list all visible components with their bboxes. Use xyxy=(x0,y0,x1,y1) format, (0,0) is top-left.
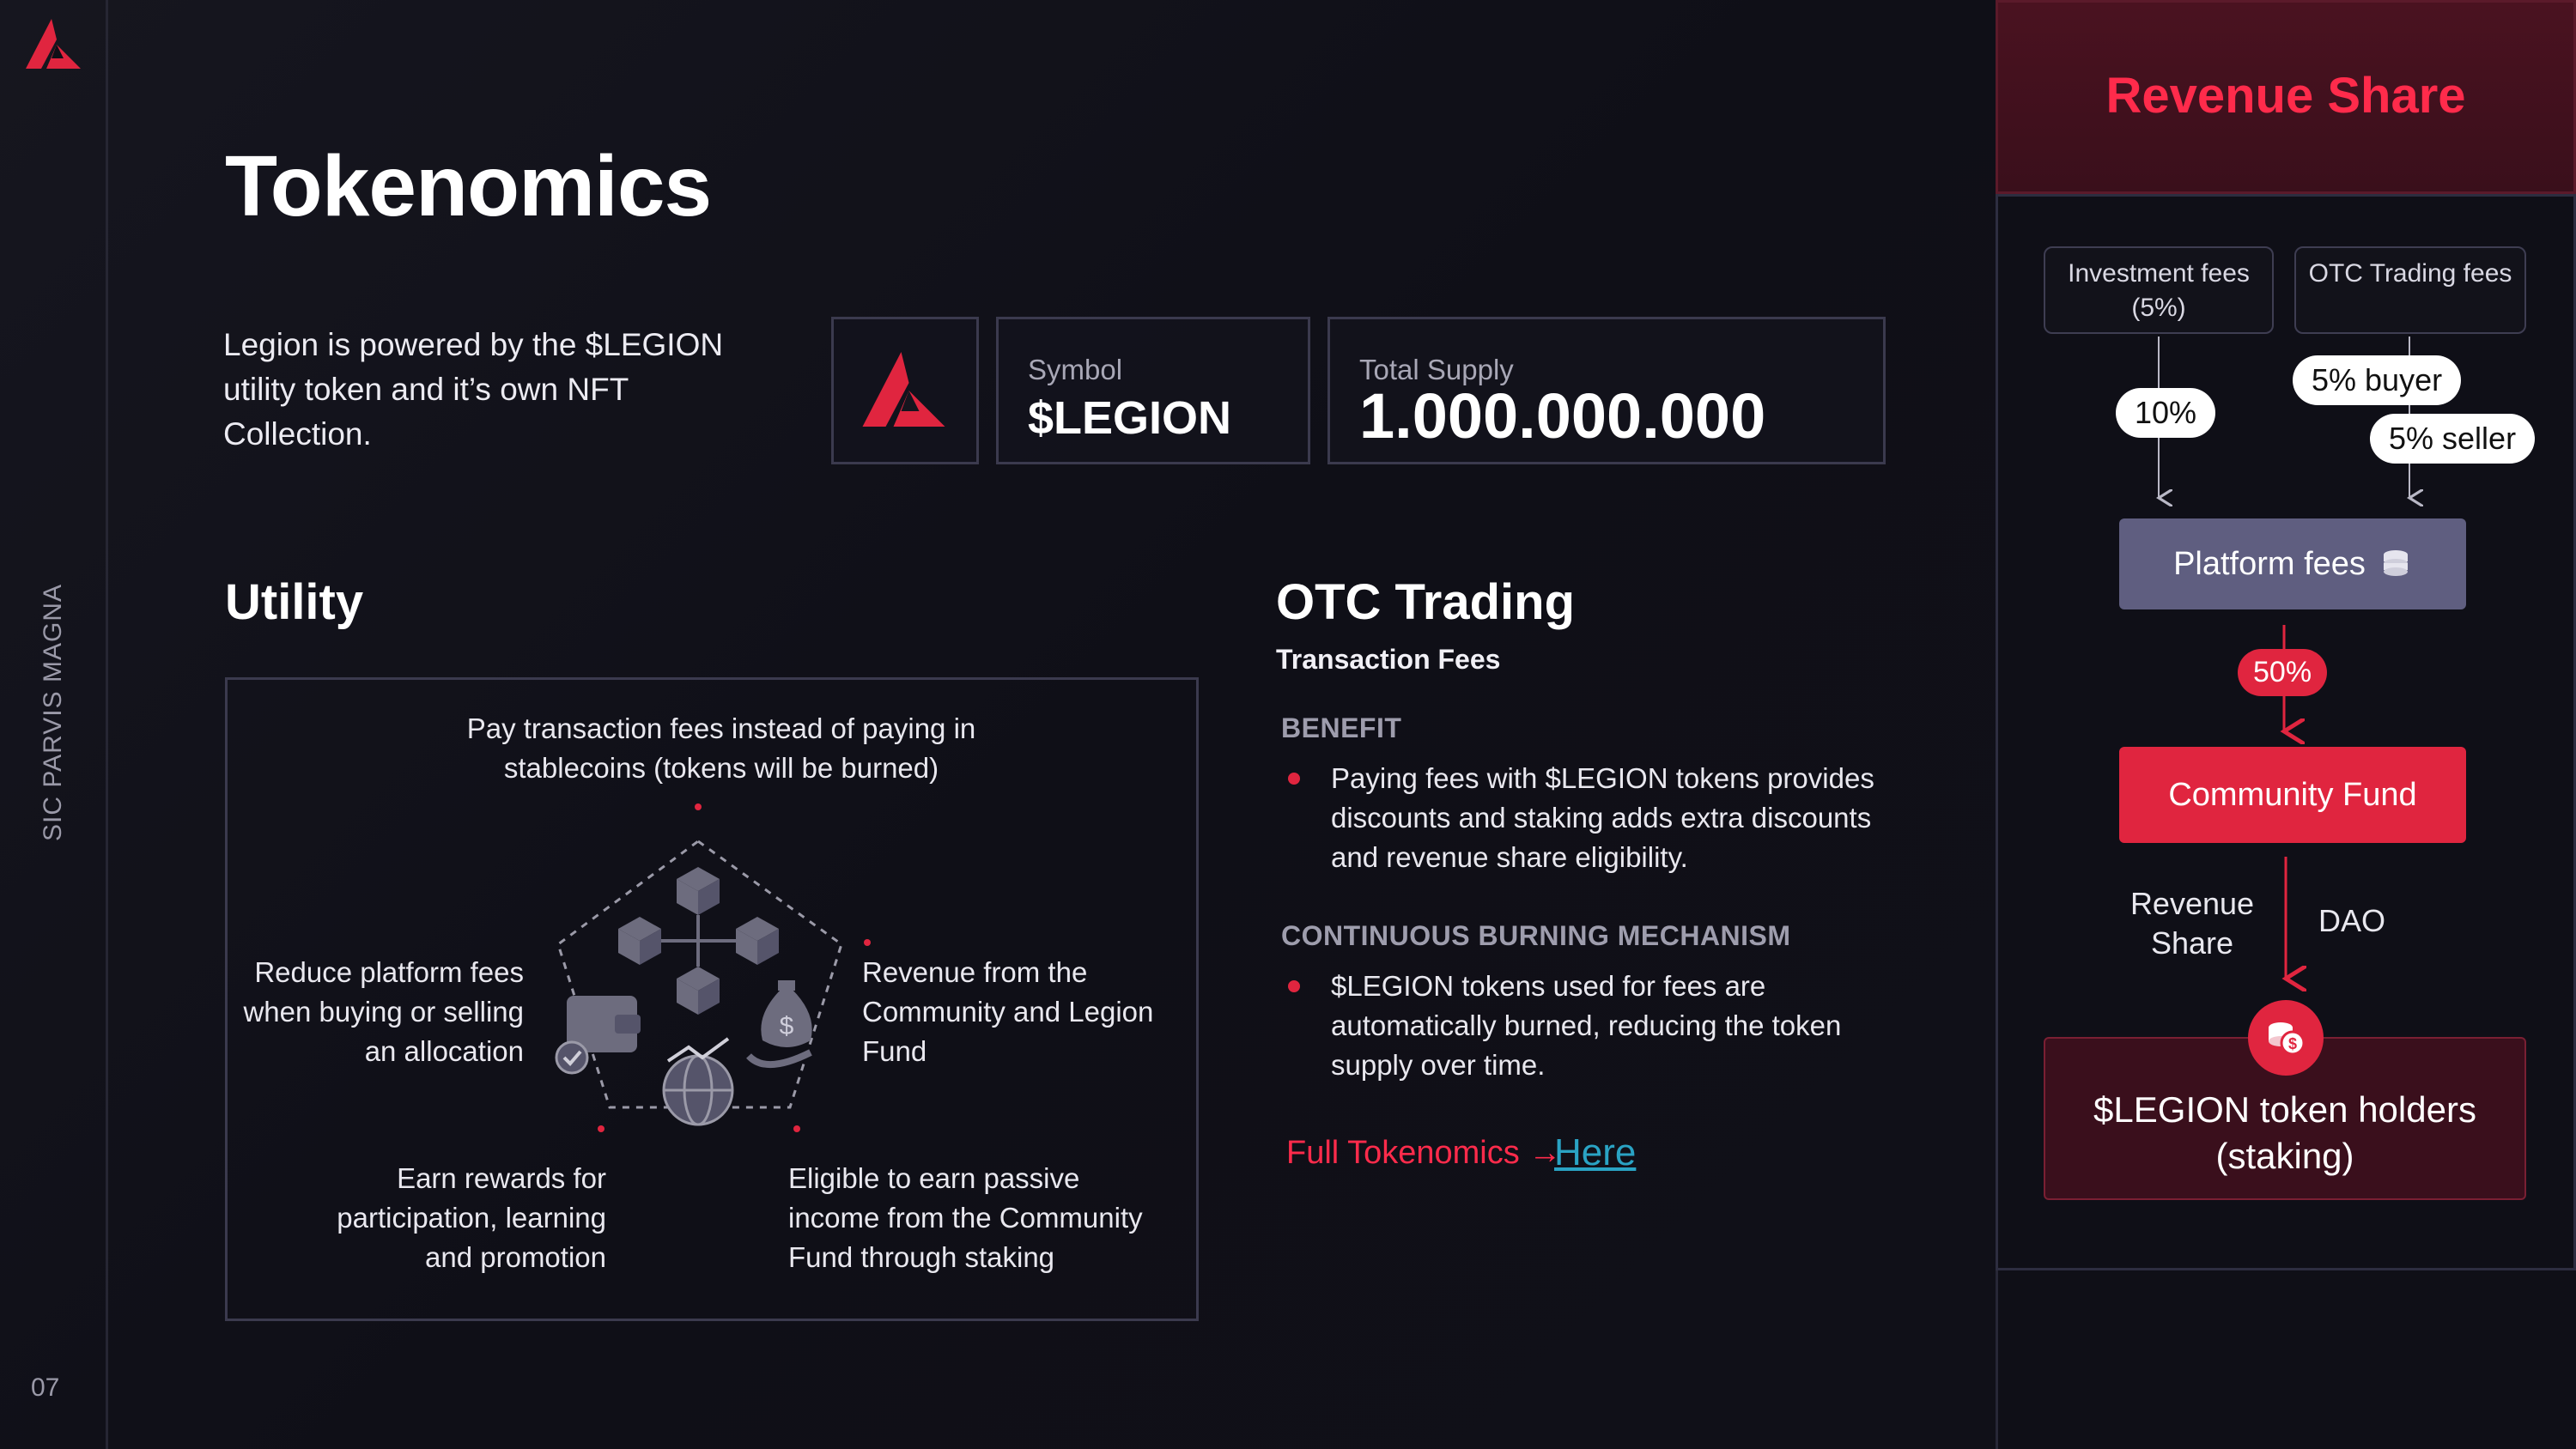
token-holders-box: $LEGION token holders (staking) xyxy=(2044,1037,2526,1200)
growth-globe-icon xyxy=(664,1039,732,1125)
utility-bottom-left-text: Earn rewards for participation, learning and promotion xyxy=(337,1162,606,1273)
utility-right-text: Revenue from the Community and Legion Fund xyxy=(862,956,1154,1067)
token-logo-box xyxy=(831,317,979,464)
full-tokenomics-label: Full Tokenomics → xyxy=(1286,1135,1562,1171)
utility-bottom-right-text: Eligible to earn passive income from the Community Fund through staking xyxy=(788,1162,1143,1273)
svg-text:$: $ xyxy=(2287,1035,2298,1052)
rail-motto: SIC PARVIS MAGNA xyxy=(39,584,67,841)
utility-left-text: Reduce platform fees when buying or selling an allocation xyxy=(243,956,524,1067)
dollar-coins-icon xyxy=(2248,1000,2324,1076)
utility-heading: Utility xyxy=(225,574,364,630)
investment-percent-badge: 10% xyxy=(2116,388,2215,438)
page-number: 07 xyxy=(31,1373,60,1402)
supply-box xyxy=(1327,317,1886,464)
page-title: Tokenomics xyxy=(225,138,712,234)
platform-fees-label: Platform fees xyxy=(2173,545,2366,582)
community-fund-box xyxy=(2119,747,2466,843)
supply-value: 1.000.000.000 xyxy=(1359,380,1766,452)
intro-text: Legion is powered by the $LEGION utility token and it’s own NFT Collection. xyxy=(223,327,724,452)
blockchain-cubes-icon xyxy=(618,867,779,1015)
symbol-value: $LEGION xyxy=(1028,392,1232,444)
revenue-share-label: Revenue Share xyxy=(2129,886,2255,961)
burn-heading: CONTINUOUS BURNING MECHANISM xyxy=(1281,920,1791,951)
legion-logo-icon xyxy=(862,352,948,429)
wallet-icon xyxy=(556,996,641,1073)
benefit-text: Paying fees with $LEGION tokens provides discounts and staking adds extra discounts and revenue share eligibility. xyxy=(1331,762,1874,873)
symbol-label: Symbol xyxy=(1028,354,1123,385)
platform-percent-badge: 50% xyxy=(2238,649,2327,696)
dao-label: DAO xyxy=(2318,903,2386,938)
revenue-title: Revenue Share xyxy=(2105,68,2466,124)
legion-logo-icon[interactable] xyxy=(26,19,82,70)
platform-fees-box xyxy=(2119,518,2466,609)
utility-top-text: Pay transaction fees instead of paying in stablecoins (tokens will be burned) xyxy=(466,712,976,784)
community-fund-label: Community Fund xyxy=(2168,776,2417,813)
utility-graphic xyxy=(532,790,876,1133)
otc-heading: OTC Trading xyxy=(1276,574,1575,630)
burn-text: $LEGION tokens used for fees are automatically burned, reducing the token supply over time. xyxy=(1331,970,1842,1081)
svg-text:$: $ xyxy=(779,1012,794,1040)
coins-icon xyxy=(2379,548,2412,580)
otc-fees-box: OTC Trading fees xyxy=(2294,246,2526,334)
tokenomics-link[interactable]: Here xyxy=(1554,1131,1637,1173)
money-bag-icon xyxy=(749,980,812,1064)
bullet-dot xyxy=(1288,980,1300,992)
seller-percent-badge: 5% seller xyxy=(2370,414,2535,464)
symbol-box xyxy=(996,317,1310,464)
supply-label: Total Supply xyxy=(1359,354,1514,385)
buyer-percent-badge: 5% buyer xyxy=(2293,355,2461,405)
otc-subheading: Transaction Fees xyxy=(1276,644,1501,675)
investment-fees-box: Investment fees (5%) xyxy=(2044,246,2274,334)
benefit-heading: BENEFIT xyxy=(1281,712,1402,743)
bullet-dot xyxy=(1288,773,1300,785)
